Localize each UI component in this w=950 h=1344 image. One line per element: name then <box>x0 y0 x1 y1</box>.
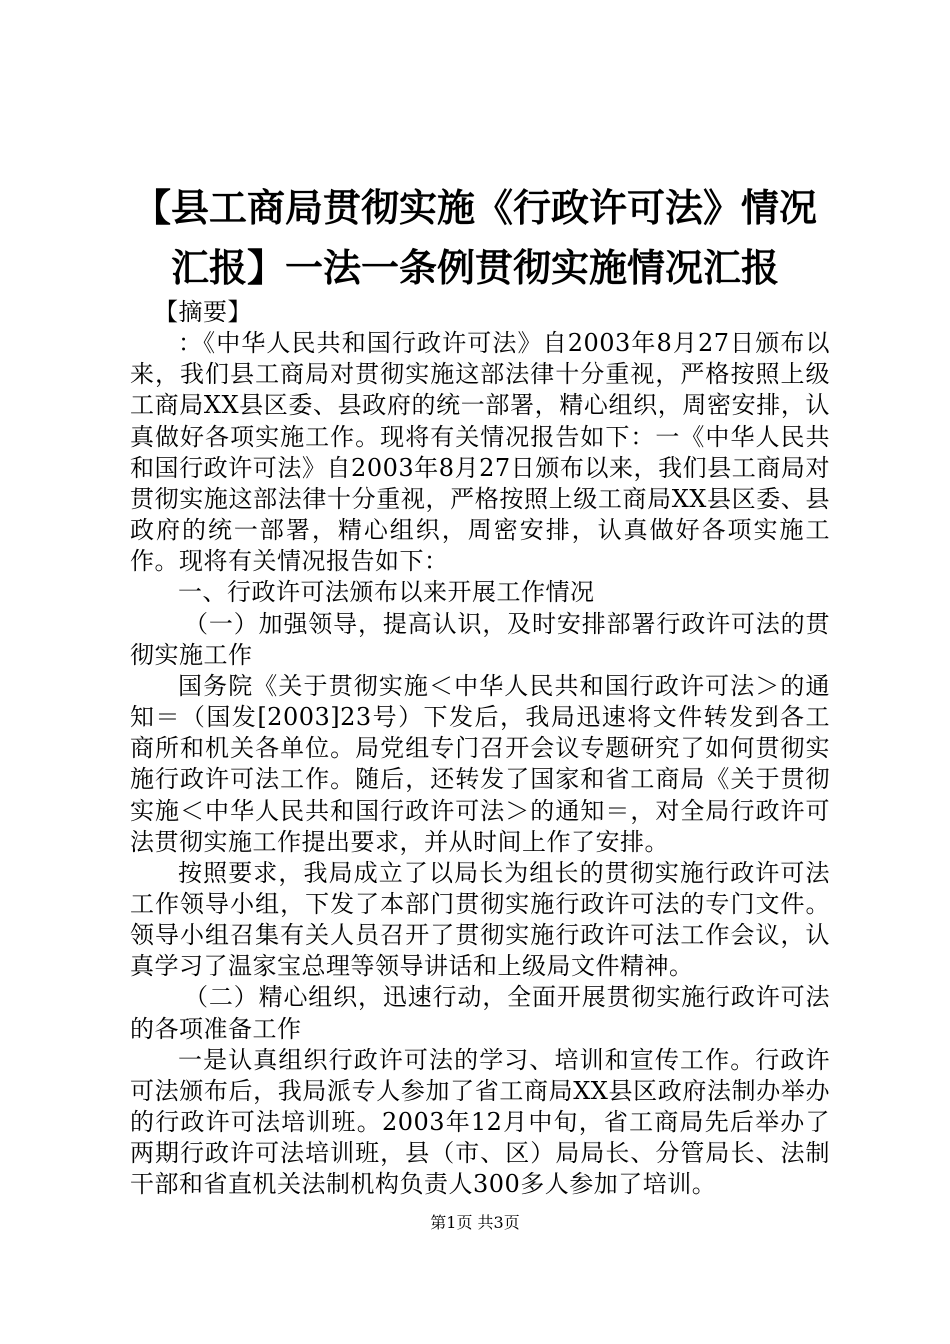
paragraph-intro: ：《中华人民共和国行政许可法》自2003年8月27日颁布以来，我们县工商局对贯彻实施这部法律十分重视，严格按照上级工商局XX县区委、县政府的统一部署，精心组织，周密安排，认真做好各项实施工作。现将有关情况报告如下：一《中华人民共和国行政许可法》自2003年8月27日颁布以来，我们县工商局对贯彻实施这部法律十分重视，严格按照上级工商局XX县区委、县政府的统一部署，精心组织，周密安排，认真做好各项实施工作。现将有关情况报告如下： <box>130 329 830 576</box>
paragraph-body: 一是认真组织行政许可法的学习、培训和宣传工作。行政许可法颁布后，我局派专人参加了省工商局XX县区政府法制办举办的行政许可法培训班。2003年12月中旬，省工商局先后举办了两期行政许可法培训班，县（市、区）局局长、分管局长、法制干部和省直机关法制机构负责人300多人参加了培训。 <box>130 1045 830 1199</box>
subsection-heading-1: （一）加强领导，提高认识，及时安排部署行政许可法的贯彻实施工作 <box>130 609 830 669</box>
paragraph-body: 国务院《关于贯彻实施＜中华人民共和国行政许可法＞的通知＝（国发[2003]23号）下发后，我局迅速将文件转发到各工商所和机关各单位。局党组专门召开会议专题研究了如何贯彻实施行政许可法工作。随后，还转发了国家和省工商局《关于贯彻实施＜中华人民共和国行政许可法＞的通知＝，对全局行政许可法贯彻实施工作提出要求，并从时间上作了安排。 <box>130 671 830 856</box>
page-footer: 第1页 共3页 <box>430 1213 520 1232</box>
paragraph-body: 按照要求，我局成立了以局长为组长的贯彻实施行政许可法工作领导小组，下发了本部门贯彻实施行政许可法的专门文件。领导小组召集有关人员召开了贯彻实施行政许可法工作会议，认真学习了温家宝总理等领导讲话和上级局文件精神。 <box>130 858 830 981</box>
document-body <box>130 297 830 1201</box>
section-heading-1: 一、行政许可法颁布以来开展工作情况 <box>178 578 595 607</box>
subsection-heading-2: （二）精心组织，迅速行动，全面开展贯彻实施行政许可法的各项准备工作 <box>130 983 830 1043</box>
document-title: 【县工商局贯彻实施《行政许可法》情况汇报】一法一条例贯彻实施情况汇报 <box>132 185 817 290</box>
abstract-label: 【摘要】 <box>154 298 252 326</box>
